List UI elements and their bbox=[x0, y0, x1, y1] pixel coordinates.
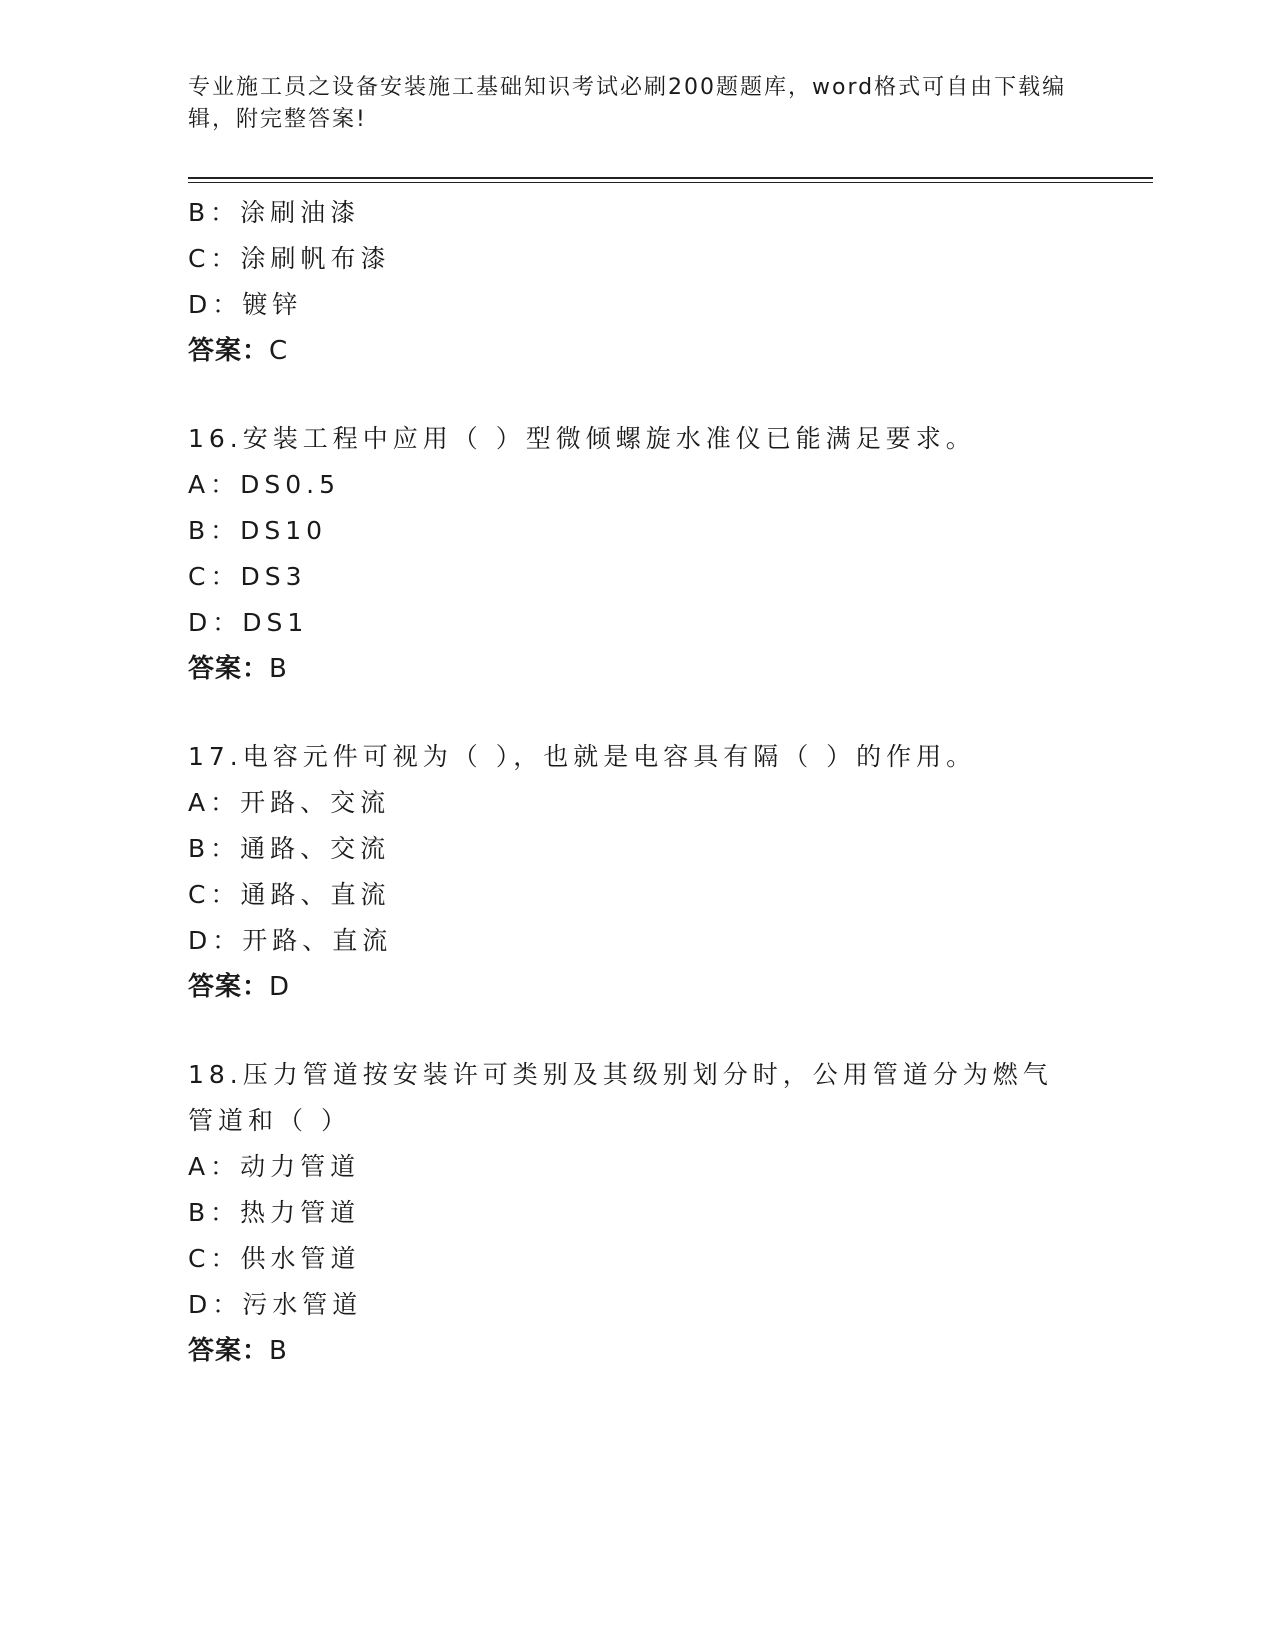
answer-value: C bbox=[269, 336, 289, 366]
answer-line bbox=[188, 1328, 1088, 1374]
option-d: D：DS1 bbox=[188, 608, 309, 637]
question-17 bbox=[188, 734, 1088, 1010]
option-a: A：DS0.5 bbox=[188, 470, 340, 499]
option-d: D：镀锌 bbox=[188, 290, 303, 319]
document-header bbox=[188, 72, 1088, 136]
answer-line bbox=[188, 328, 1088, 374]
option-c: C：DS3 bbox=[188, 562, 307, 591]
question-16 bbox=[188, 416, 1088, 692]
option-b: B：通路、交流 bbox=[188, 834, 391, 863]
option-b: B：DS10 bbox=[188, 516, 328, 545]
answer-value: B bbox=[269, 1336, 288, 1366]
answer-line bbox=[188, 646, 1088, 692]
question-list bbox=[188, 190, 1088, 1416]
header-divider-thin bbox=[188, 182, 1153, 183]
header-divider-thick bbox=[188, 177, 1153, 179]
option-c: C：供水管道 bbox=[188, 1244, 361, 1273]
option-a: A：开路、交流 bbox=[188, 788, 391, 817]
answer-line bbox=[188, 964, 1088, 1010]
question-15-continuation bbox=[188, 190, 1088, 374]
option-c: C：涂刷帆布漆 bbox=[188, 244, 391, 273]
option-d: D：污水管道 bbox=[188, 1290, 363, 1319]
option-c: C：通路、直流 bbox=[188, 880, 391, 909]
answer-label: 答案： bbox=[188, 972, 270, 1002]
answer-value: B bbox=[269, 654, 288, 684]
question-text: 17.电容元件可视为（ ），也就是电容具有隔（ ）的作用。 bbox=[188, 742, 977, 771]
question-text: 16.安装工程中应用（ ）型微倾螺旋水准仪已能满足要求。 bbox=[188, 424, 976, 453]
question-18 bbox=[188, 1052, 1088, 1374]
question-text: 18.压力管道按安装许可类别及其级别划分时，公用管道分为燃气管道和（ ） bbox=[188, 1060, 1053, 1135]
option-a: A：动力管道 bbox=[188, 1152, 361, 1181]
option-b: B：热力管道 bbox=[188, 1198, 361, 1227]
answer-label: 答案： bbox=[188, 336, 270, 366]
header-title: 专业施工员之设备安装施工基础知识考试必刷200题题库，word格式可自由下载编辑，附完整答案! bbox=[188, 75, 1067, 132]
answer-value: D bbox=[269, 972, 291, 1002]
option-b: B：涂刷油漆 bbox=[188, 198, 361, 227]
answer-label: 答案： bbox=[188, 654, 270, 684]
option-d: D：开路、直流 bbox=[188, 926, 393, 955]
answer-label: 答案： bbox=[188, 1336, 270, 1366]
